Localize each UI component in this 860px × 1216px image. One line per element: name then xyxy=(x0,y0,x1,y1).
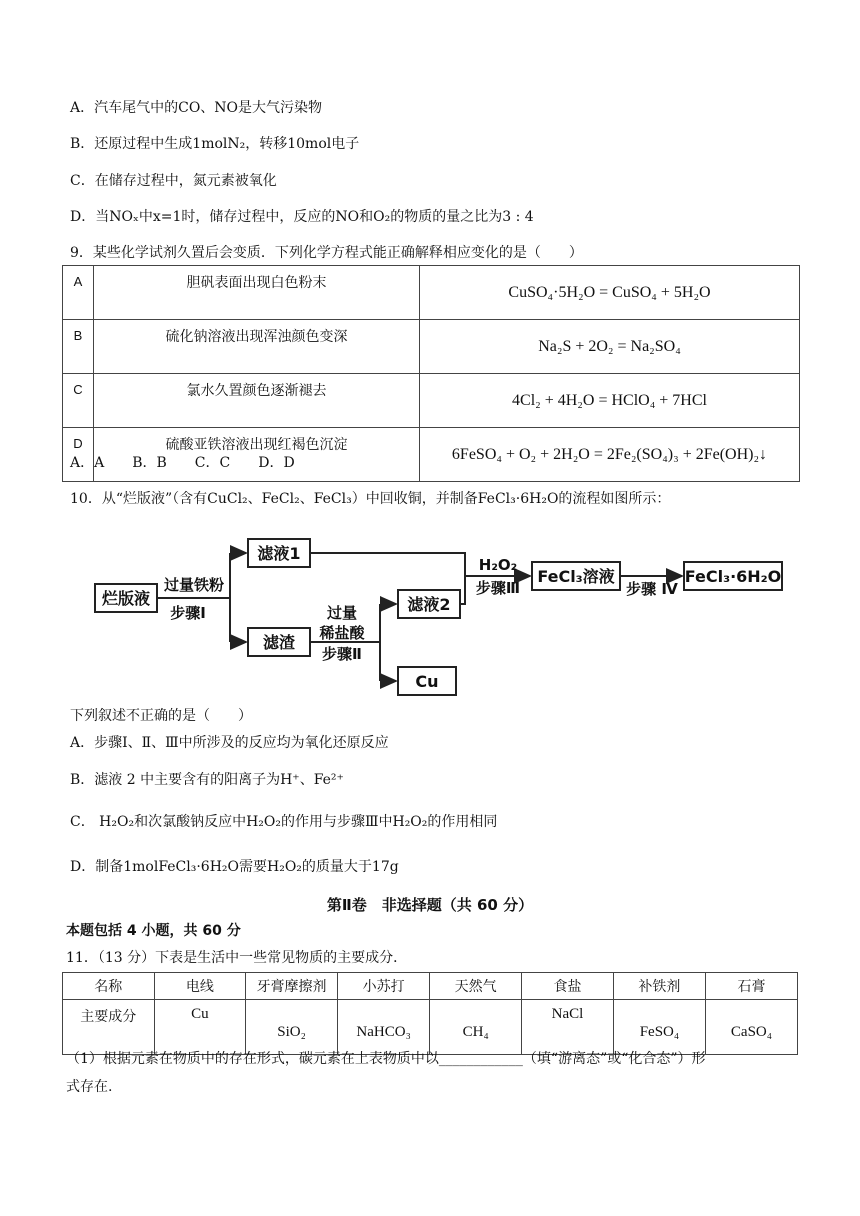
table-header-cell: 名称 xyxy=(63,973,155,1000)
q9-row-label: B xyxy=(63,320,94,374)
table-cell: 主要成分 xyxy=(63,1000,155,1055)
flow-step3-label: 步骤Ⅲ xyxy=(475,579,521,597)
table-row xyxy=(63,1000,798,1055)
q9-row-label: C xyxy=(63,374,94,428)
table-cell: FeSO₄ xyxy=(613,1000,705,1055)
q10-stem: 10．从“烂版液”（含有CuCl₂、FeCl₂、FeCl₃）中回收铜，并制备FeCl₃·6H₂O的流程如图所示： xyxy=(70,491,671,507)
table-header-cell: 石膏 xyxy=(705,973,797,1000)
flow-cu-label: Cu xyxy=(415,672,439,691)
table-cell: NaCl xyxy=(522,1000,614,1055)
q9-row-desc: 硫化钠溶液出现浑浊颜色变深 xyxy=(94,320,420,374)
q9-row-desc: 硫酸亚铁溶液出现红褐色沉淀 xyxy=(94,428,420,482)
flow-step2-line1: 过量 xyxy=(326,604,358,622)
q9-table xyxy=(62,265,800,482)
flow-product-label: FeCl₃·6H₂O xyxy=(684,567,782,586)
flow-fecl3-solution-label: FeCl₃溶液 xyxy=(537,567,615,586)
table-header-cell: 补铁剂 xyxy=(613,973,705,1000)
section-title: 第Ⅱ卷 非选择题（共 60 分） xyxy=(326,896,534,914)
q11-sub1-line1: （1）根据元素在物质中的存在形式，碳元素在上表物质中以____________（填“游离态”或“化合态”）形 xyxy=(66,1051,706,1067)
flow-step3-reagent: H₂O₂ xyxy=(478,556,518,574)
q9-row-label: A xyxy=(63,266,94,320)
section-subtitle: 本题包括 4 小题，共 60 分 xyxy=(66,923,241,939)
q10-option-a: A．步骤Ⅰ、Ⅱ、Ⅲ中所涉及的反应均为氧化还原反应 xyxy=(70,735,389,751)
flow-line-filtrate1-merge xyxy=(310,553,465,576)
q8-option-a: A．汽车尾气中的CO、NO是大气污染物 xyxy=(70,100,323,116)
table-cell: CaSO₄ xyxy=(705,1000,797,1055)
table-header-cell: 小苏打 xyxy=(337,973,429,1000)
q10-option-d: D．制备1molFeCl₃·6H₂O需要H₂O₂的质量大于17g xyxy=(70,859,399,875)
table-cell: SiO₂ xyxy=(246,1000,338,1055)
q9-row-equation: CuSO₄·5H₂O = CuSO₄ + 5H₂O xyxy=(420,266,800,320)
q8-option-c: C．在储存过程中，氮元素被氧化 xyxy=(70,173,277,189)
q11-sub1-line2: 式存在. xyxy=(66,1079,113,1095)
q11-stem: 11．（13 分）下表是生活中一些常见物质的主要成分． xyxy=(66,950,408,966)
flow-step1-label: 步骤Ⅰ xyxy=(170,604,206,622)
table-header-cell: 食盐 xyxy=(522,973,614,1000)
q9-row-equation: 4Cl₂ + 4H₂O = HClO₄ + 7HCl xyxy=(420,374,800,428)
flow-step4-label: 步骤 Ⅳ xyxy=(626,580,678,598)
table-cell: CH₄ xyxy=(430,1000,522,1055)
flow-filtrate2-label: 滤液2 xyxy=(407,595,451,614)
q9-row-desc: 氯水久置颜色逐渐褪去 xyxy=(94,374,420,428)
table-row xyxy=(63,320,800,374)
q9-row-equation: Na₂S + 2O₂ = Na₂SO₄ xyxy=(420,320,800,374)
q9-options: A．A B．B C．C D．D xyxy=(70,455,295,471)
q10-option-c: C． H₂O₂和次氯酸钠反应中H₂O₂的作用与步骤Ⅲ中H₂O₂的作用相同 xyxy=(70,814,498,830)
q9-row-desc: 胆矾表面出现白色粉末 xyxy=(94,266,420,320)
flow-step2-line2: 稀盐酸 xyxy=(319,624,365,642)
q8-option-b: B．还原过程中生成1molN₂，转移10mol电子 xyxy=(70,136,360,152)
flow-start-label: 烂版液 xyxy=(101,589,151,608)
flow-filtrate1-label: 滤液1 xyxy=(257,544,301,563)
q9-stem: 9．某些化学试剂久置后会变质．下列化学方程式能正确解释相应变化的是（ ） xyxy=(70,245,583,261)
q10-option-b: B．滤液 2 中主要含有的阳离子为H⁺、Fe²⁺ xyxy=(70,772,344,788)
table-header-cell: 牙膏摩擦剂 xyxy=(246,973,338,1000)
q8-option-d: D．当NOₓ中x=1时，储存过程中，反应的NO和O₂的物质的量之比为3 : 4 xyxy=(70,209,534,225)
table-cell: NaHCO₃ xyxy=(337,1000,429,1055)
table-row xyxy=(63,266,800,320)
flow-residue-label: 滤渣 xyxy=(262,633,296,652)
flow-step1-reagent: 过量铁粉 xyxy=(163,576,225,594)
table-cell: Cu xyxy=(154,1000,246,1055)
q10-question: 下列叙述不正确的是（ ） xyxy=(70,708,252,724)
q9-row-label: D xyxy=(63,428,94,482)
q10-flow-diagram xyxy=(90,528,790,703)
flow-step2-line3: 步骤Ⅱ xyxy=(322,645,362,663)
table-header-cell: 电线 xyxy=(154,973,246,1000)
table-row xyxy=(63,374,800,428)
table-header-row xyxy=(63,973,798,1000)
q11-table xyxy=(62,972,798,1055)
table-header-cell: 天然气 xyxy=(430,973,522,1000)
q9-row-equation: 6FeSO₄ + O₂ + 2H₂O = 2Fe₂(SO₄)₃ + 2Fe(OH)₂↓ xyxy=(420,428,800,482)
